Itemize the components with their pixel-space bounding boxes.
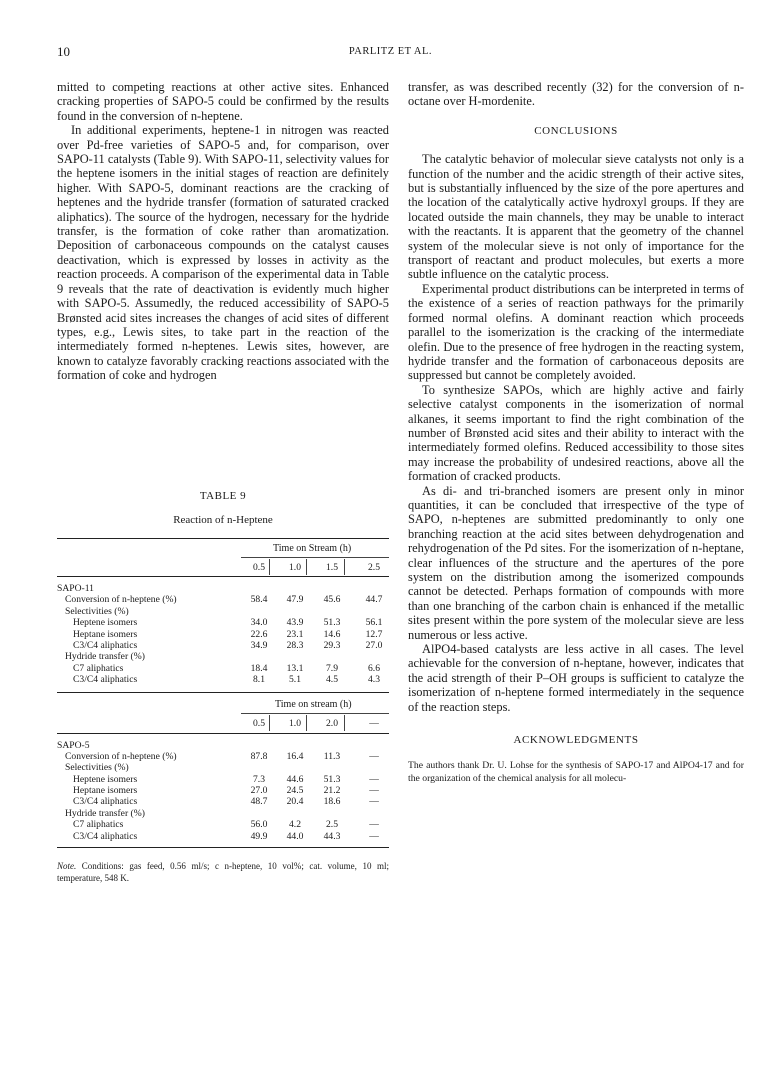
conclusions-heading: CONCLUSIONS bbox=[534, 124, 618, 137]
table-row: Hydride transfer (%) bbox=[65, 651, 145, 663]
table-caption: Reaction of n-Heptene bbox=[173, 514, 273, 526]
table-note bbox=[57, 860, 389, 884]
paragraph: As di- and tri-branched isomers are present only in minor quantities, it can be concluded that irrespective of the type of SAPO, n-heptenes are submitted predominantly to only one branching reaction at the acid sites between dehydrogenation and rehydrogenation of the Pd sites. For the isomerization of n-heptane, clear influences of the structure and the apertures of the pore system on the distribution among the isomerized compounds cannot be detected. Perhaps formation of compounds with more than one branching of the carbon chain is enhanced if the metallic sites present within the pore system of the molecular sieve are less numerous or less active. bbox=[408, 483, 744, 642]
left-column bbox=[57, 80, 389, 383]
time-header: 0.5 bbox=[253, 717, 265, 729]
paragraph: mitted to competing reactions at other active sites. Enhanced cracking properties of SAPO-5 could be confirmed by the results found in the conversion of n-heptene. bbox=[57, 80, 389, 123]
stream-label: Time on Stream (h) bbox=[273, 543, 352, 554]
table-row: Selectivities (%) bbox=[65, 605, 129, 617]
paragraph: The catalytic behavior of molecular sieve catalysts not only is a function of the number and the acidic strength of their active sites, but is substantially influenced by the size of the pore apertures and the location of the catalytically active hydroxyl groups. If they are located outside the main channels, they may be unable to interact with the reactants. It is apparent that the geometry of the channel system of the molecular sieve is not only of importance for the transport of reactant and product molecules, but exerts a more subtle influence on the catalytic process. bbox=[408, 152, 744, 282]
time-on-stream-header bbox=[57, 695, 389, 733]
stream-label: Time on stream (h) bbox=[275, 698, 352, 710]
table-row: Heptane isomers 27.0 24.5 21.2 — bbox=[73, 785, 379, 797]
stream-rule bbox=[241, 713, 389, 714]
note-text: Conditions: gas feed, 0.56 ml/s; c n-heptene, 10 vol%; cat. volume, 10 ml; temperature, 548 K. bbox=[57, 861, 389, 884]
catalyst-row: SAPO-5 bbox=[57, 739, 90, 751]
table-row: C3/C4 aliphatics 8.1 5.1 4.5 4.3 bbox=[73, 674, 380, 686]
table-row: Selectivities (%) bbox=[65, 762, 129, 774]
paragraph: Experimental product distributions can be interpreted in terms of the existence of a series of reaction pathways for the primarily formed normal olefins. A dominant reaction which proceeds parallel to the isomerization is the cracking of the intermediate olefin. Due to the presence of free hydrogen in the reacting system, hydride transfer and the formation of carbonaceous deposits are suppressed but cannot be completely avoided. bbox=[408, 281, 744, 383]
table-bottom-rule bbox=[57, 847, 389, 848]
table-row: Hydride transfer (%) bbox=[65, 807, 145, 819]
acknowledgments-heading: ACKNOWLEDGMENTS bbox=[513, 734, 639, 747]
table-row: Heptene isomers 34.0 43.9 51.3 56.1 bbox=[73, 617, 383, 629]
table-row: Heptene isomers 7.3 44.6 51.3 — bbox=[73, 773, 379, 785]
table-row: C7 aliphatics 56.0 4.2 2.5 — bbox=[73, 819, 379, 831]
time-on-stream-header bbox=[57, 539, 389, 572]
paragraph: In additional experiments, heptene-1 in nitrogen was reacted over Pd-free varieties of SAPO-5 and, for comparison, over SAPO-11 catalysts (Table 9). With SAPO-11, selectivity values for the heptene isomers in the initial stages of reaction are definitely higher. With SAPO-5, dominant reactions are the cracking of heptenes and the hydride transfer (formation of saturated cracked aliphatics). The source of the hydrogen, necessary for the hydride transfer, is the formation of coke rather than aromatization. Deposition of carbonaceous compounds on the catalyst causes deactivation, which is expressed by losses in activity as the reaction proceeds. A comparison of the experimental data in Table 9 reveals that the rate of deactivation is evidently much higher with SAPO-5. Assumedly, the reduced accessibility of SAPO-5 Brønsted acid sites increases the changes of acid sites of different types, e.g., Lewis sites, to take part in the reaction of the intermediately formed n-heptenes. Lewis sites, however, are known to catalyze favorably cracking reactions associated with the formation of coke and hydrogen bbox=[57, 123, 389, 383]
table-label: TABLE 9 bbox=[199, 490, 247, 502]
paragraph: transfer, as was described recently (32) for the conversion of n-octane over H-mordenite. bbox=[408, 80, 744, 109]
time-header: 0.5 bbox=[253, 562, 265, 573]
block-rule bbox=[57, 692, 389, 693]
time-header: 2.0 bbox=[326, 717, 338, 729]
table-row: C3/C4 aliphatics 48.7 20.4 18.6 — bbox=[73, 796, 379, 808]
table-row: Heptane isomers 22.6 23.1 14.6 12.7 bbox=[73, 628, 383, 640]
paragraph: To synthesize SAPOs, which are highly active and fairly selective catalyst components in the isomerization of normal alkanes, it seems important to find the right combination of the number of Brønsted acid sites and their ability to interact with the intermediately formed olefins. Reduced accessibility to those sites may increase the probability of undesired reactions, above all the formation of cracked products. bbox=[408, 382, 744, 484]
table-row: C7 aliphatics 18.4 13.1 7.9 6.6 bbox=[73, 662, 380, 674]
running-head: PARLITZ ET AL. bbox=[348, 46, 433, 57]
time-header: 1.0 bbox=[289, 562, 301, 573]
catalyst-row: SAPO-11 bbox=[57, 583, 94, 594]
time-header: 2.5 bbox=[368, 562, 380, 573]
table-row: Conversion of n-heptene (%) 58.4 47.9 45.6 44.7 bbox=[65, 594, 383, 606]
table-9 bbox=[57, 490, 389, 884]
table-row: Conversion of n-heptene (%) 87.8 16.4 11.3 — bbox=[65, 750, 379, 762]
note-label: Note. bbox=[57, 861, 77, 872]
right-column bbox=[408, 80, 744, 785]
time-header: 1.0 bbox=[289, 717, 301, 729]
table-row: C3/C4 aliphatics 34.9 28.3 29.3 27.0 bbox=[73, 639, 383, 651]
stream-rule bbox=[241, 557, 389, 558]
page-number: 10 bbox=[57, 44, 70, 59]
time-header: 1.5 bbox=[326, 562, 338, 573]
paragraph: AlPO4-based catalysts are less active in all cases. The level achievable for the conversion of n-heptane, however, indicates that the acid strength of their P–OH groups is sufficient to catalyze the isomerization of n-heptene formed intermediately in the sequence of the reaction steps. bbox=[408, 642, 744, 714]
time-header: — bbox=[369, 717, 379, 729]
table-row: C3/C4 aliphatics 49.9 44.0 44.3 — bbox=[73, 830, 379, 842]
acknowledgments-text: The authors thank Dr. U. Lohse for the synthesis of SAPO-17 and AlPO4-17 and for the organization of the chemical analysis for all molecu- bbox=[408, 760, 744, 784]
